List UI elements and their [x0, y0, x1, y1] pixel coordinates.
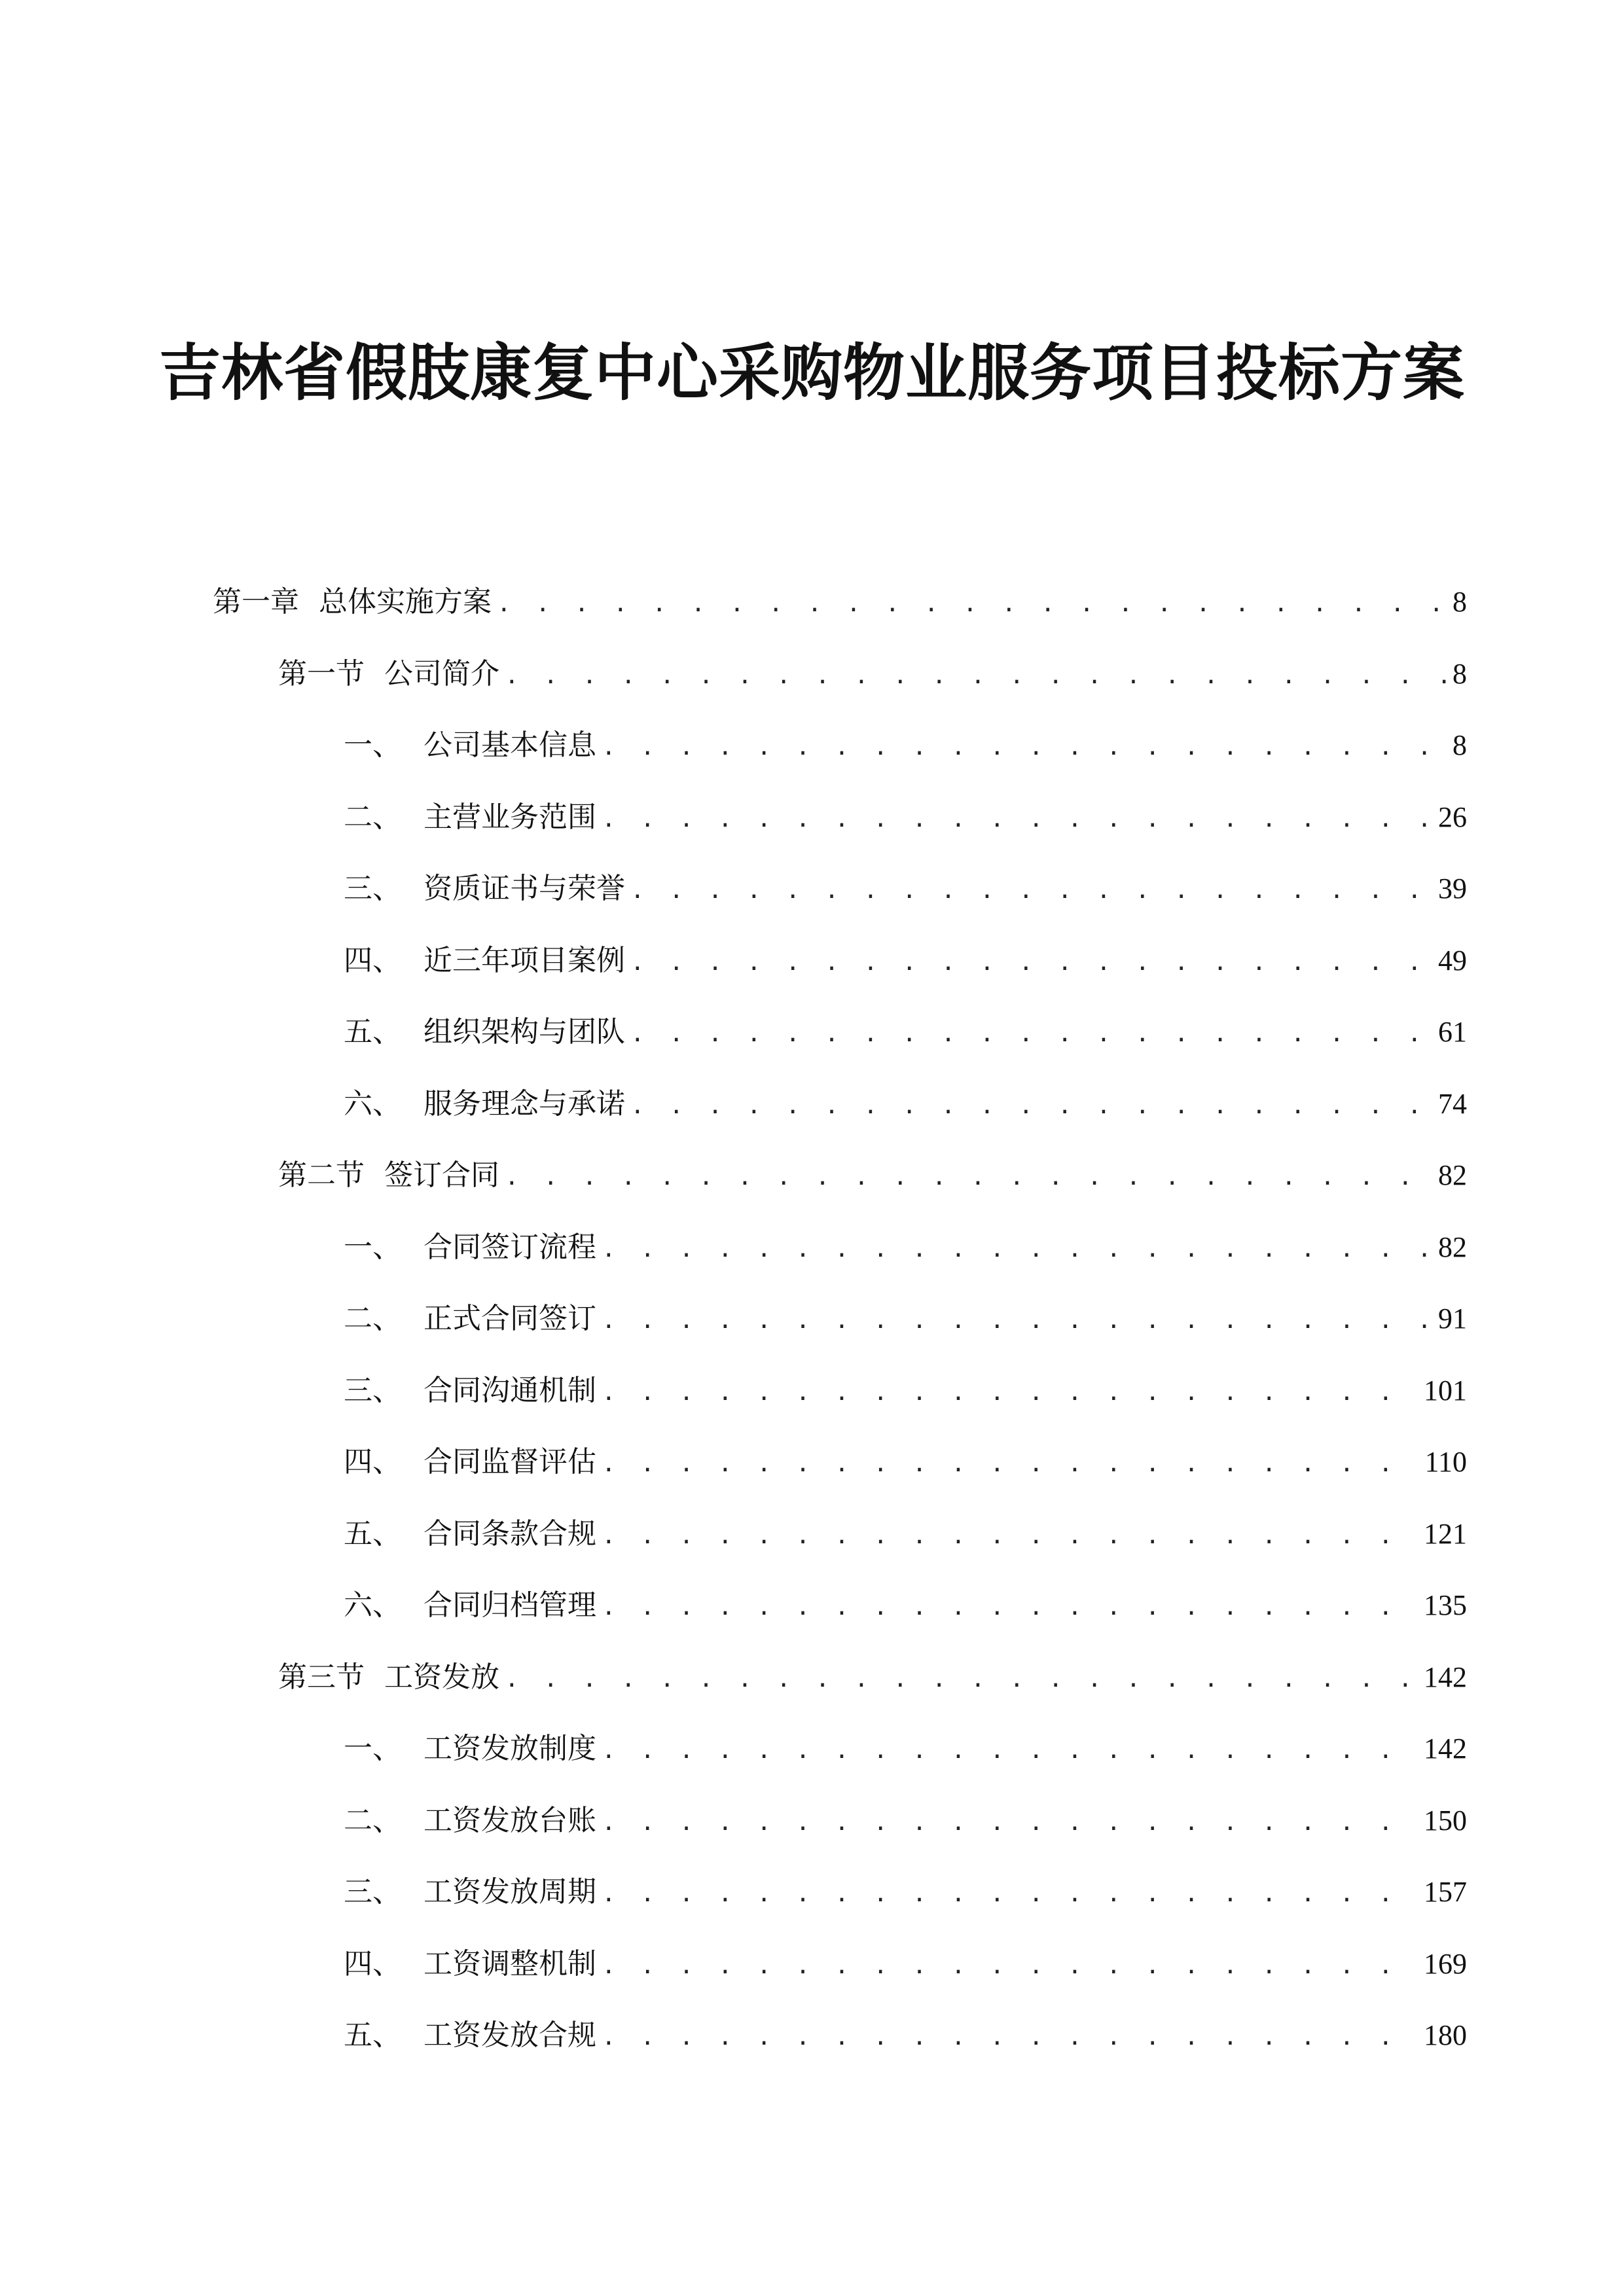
toc-dot-leader [505, 1662, 1418, 1697]
toc-entry-page-number: 82 [1438, 1159, 1467, 1191]
toc-entry-number: 五、 [344, 1516, 401, 1551]
toc-entry[interactable] [344, 1931, 1467, 1984]
toc-dot-leader [602, 1232, 1433, 1267]
toc-entry-label: 工资发放制度 [424, 1732, 596, 1765]
toc-entry-page-number: 142 [1424, 1660, 1467, 1693]
toc-entry-page-number: 142 [1424, 1732, 1467, 1765]
document-title: 吉林省假肢康复中心采购物业服务项目投标方案 [158, 337, 1465, 409]
toc-entry[interactable] [344, 999, 1467, 1052]
toc-entry[interactable] [278, 641, 1467, 694]
toc-entry-label: 签订合同 [384, 1158, 499, 1192]
toc-entry-number: 四、 [344, 1445, 401, 1479]
toc-dot-leader [602, 1518, 1418, 1554]
toc-entry-label: 工资发放周期 [424, 1875, 596, 1909]
toc-entry-page-number: 82 [1438, 1230, 1467, 1263]
toc-entry-page-number: 135 [1424, 1589, 1467, 1621]
toc-entry-number: 一、 [344, 728, 401, 762]
toc-dot-leader [602, 1805, 1418, 1840]
toc-dot-leader [630, 1088, 1433, 1124]
toc-dot-leader [602, 1948, 1418, 1984]
toc-entry-label: 工资发放 [384, 1660, 499, 1694]
toc-entry-page-number: 157 [1424, 1876, 1467, 1908]
toc-entry-page-number: 49 [1438, 944, 1467, 977]
toc-entry-label: 服务理念与承诺 [424, 1086, 625, 1121]
toc-dot-leader [602, 730, 1447, 765]
toc-entry-page-number: 91 [1438, 1302, 1467, 1335]
toc-entry[interactable] [344, 1358, 1467, 1410]
toc-entry-label: 总体实施方案 [319, 585, 492, 619]
toc-entry-number: 第一章 [213, 585, 299, 619]
toc-entry-page-number: 121 [1424, 1517, 1467, 1550]
toc-dot-leader [602, 1375, 1418, 1410]
toc-entry-label: 合同归档管理 [424, 1588, 596, 1622]
toc-entry-page-number: 74 [1438, 1087, 1467, 1120]
toc-entry[interactable] [278, 1143, 1467, 1195]
toc-entry-label: 主营业务范围 [424, 800, 596, 834]
toc-entry-page-number: 8 [1453, 729, 1467, 761]
toc-entry-label: 工资发放台账 [424, 1803, 596, 1837]
toc-entry[interactable] [344, 2003, 1467, 2055]
toc-entry-label: 资质证书与荣誉 [424, 872, 625, 905]
toc-dot-leader [602, 1733, 1418, 1768]
toc-entry-label: 公司基本信息 [424, 728, 596, 762]
toc-entry-number: 三、 [344, 1875, 401, 1909]
toc-entry[interactable] [344, 1071, 1467, 1124]
toc-entry-number: 三、 [344, 1373, 401, 1407]
toc-entry[interactable] [344, 1716, 1467, 1768]
toc-entry-page-number: 8 [1453, 657, 1467, 690]
toc-dot-leader [602, 1446, 1420, 1482]
toc-entry[interactable] [344, 785, 1467, 837]
toc-entry-page-number: 39 [1438, 872, 1467, 905]
toc-entry[interactable] [344, 1501, 1467, 1554]
toc-entry-label: 公司简介 [384, 656, 499, 691]
toc-entry-number: 一、 [344, 1732, 401, 1765]
toc-entry-label: 工资调整机制 [424, 1946, 596, 1981]
toc-entry-page-number: 8 [1453, 586, 1467, 618]
toc-entry[interactable] [344, 856, 1467, 908]
toc-entry-page-number: 110 [1424, 1446, 1467, 1478]
toc-dot-leader [505, 1160, 1433, 1195]
toc-entry[interactable] [344, 1859, 1467, 1912]
toc-entry-page-number: 61 [1438, 1016, 1467, 1048]
toc-entry-page-number: 26 [1438, 800, 1467, 833]
toc-entry-number: 五、 [344, 2018, 401, 2052]
toc-entry[interactable] [344, 928, 1467, 980]
toc-entry-label: 合同条款合规 [424, 1516, 596, 1551]
toc-entry-number: 一、 [344, 1230, 401, 1264]
toc-entry-page-number: 169 [1424, 1947, 1467, 1980]
toc-dot-leader [602, 1876, 1418, 1912]
toc-entry-number: 四、 [344, 943, 401, 977]
toc-entry-number: 六、 [344, 1588, 401, 1622]
toc-dot-leader [630, 945, 1433, 980]
toc-entry[interactable] [344, 713, 1467, 765]
toc-entry[interactable] [344, 1573, 1467, 1625]
toc-entry-label: 正式合同签订 [424, 1302, 596, 1335]
toc-entry-label: 合同签订流程 [424, 1230, 596, 1264]
toc-entry-number: 二、 [344, 800, 401, 834]
toc-entry-number: 五、 [344, 1015, 401, 1049]
toc-entry-number: 六、 [344, 1086, 401, 1121]
toc-entry-label: 合同沟通机制 [424, 1373, 596, 1407]
toc-entry[interactable] [344, 1429, 1467, 1482]
toc-entry-number: 第一节 [278, 656, 365, 691]
toc-dot-leader [630, 1016, 1433, 1052]
toc-entry-label: 组织架构与团队 [424, 1015, 625, 1049]
toc-entry-label: 近三年项目案例 [424, 943, 625, 977]
toc-entry-page-number: 180 [1424, 2019, 1467, 2051]
toc-dot-leader [505, 658, 1447, 694]
toc-entry-number: 三、 [344, 872, 401, 905]
toc-entry-number: 二、 [344, 1803, 401, 1837]
toc-dot-leader [602, 1590, 1418, 1625]
toc-entry-number: 二、 [344, 1302, 401, 1335]
toc-entry[interactable] [278, 1645, 1467, 1697]
toc-dot-leader [602, 1303, 1433, 1338]
toc-dot-leader [630, 873, 1433, 908]
toc-entry-page-number: 150 [1424, 1804, 1467, 1837]
toc-entry[interactable] [344, 1215, 1467, 1267]
toc-dot-leader [602, 802, 1433, 837]
toc-entry-page-number: 101 [1424, 1374, 1467, 1407]
toc-entry[interactable] [213, 569, 1467, 622]
toc-entry[interactable] [344, 1286, 1467, 1338]
toc-entry-label: 合同监督评估 [424, 1445, 596, 1479]
toc-entry-label: 工资发放合规 [424, 2018, 596, 2052]
toc-entry-number: 第二节 [278, 1158, 365, 1192]
toc-dot-leader [497, 586, 1447, 622]
toc-entry[interactable] [344, 1788, 1467, 1840]
toc-entry-number: 第三节 [278, 1660, 365, 1694]
toc-dot-leader [602, 2020, 1418, 2055]
toc-entry-number: 四、 [344, 1946, 401, 1981]
